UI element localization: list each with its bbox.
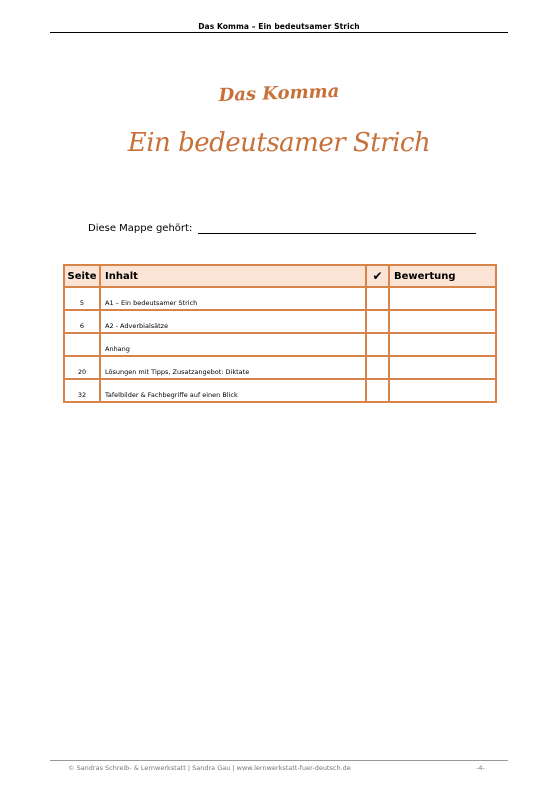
row-page: 32 xyxy=(64,379,100,402)
row-check-cell[interactable] xyxy=(366,379,389,402)
row-rating-cell[interactable] xyxy=(389,287,496,310)
row-content: Tafelbilder & Fachbegriffe auf einen Blick xyxy=(100,379,366,402)
row-rating-cell[interactable] xyxy=(389,379,496,402)
owner-name-line[interactable] xyxy=(198,233,476,234)
header-check-icon: ✔ xyxy=(366,265,389,287)
row-check-cell[interactable] xyxy=(366,356,389,379)
title-small: Das Komma xyxy=(218,80,340,107)
row-content: Lösungen mit Tipps, Zusatzangebot: Diktate xyxy=(100,356,366,379)
table-row xyxy=(64,379,496,402)
header-rating: Bewertung xyxy=(389,265,496,287)
row-rating-cell[interactable] xyxy=(389,356,496,379)
header-page: Seite xyxy=(64,265,100,287)
table-row xyxy=(64,333,496,356)
row-page: 20 xyxy=(64,356,100,379)
row-rating-cell[interactable] xyxy=(389,333,496,356)
table-row xyxy=(64,310,496,333)
contents-table xyxy=(63,264,497,403)
page-title: Ein bedeutsamer Strich xyxy=(127,128,431,158)
footer-copyright: © Sandras Schreib- & Lernwerkstatt | Sandra Gau | www.lernwerkstatt-fuer-deutsch.de xyxy=(68,764,351,772)
footer-rule xyxy=(50,760,508,761)
table-row xyxy=(64,356,496,379)
row-check-cell[interactable] xyxy=(366,287,389,310)
row-page: 6 xyxy=(64,310,100,333)
row-page: 5 xyxy=(64,287,100,310)
running-header: Das Komma – Ein bedeutsamer Strich xyxy=(198,22,360,31)
row-page xyxy=(64,333,100,356)
header-content: Inhalt xyxy=(100,265,366,287)
header-rule xyxy=(50,32,508,33)
row-check-cell[interactable] xyxy=(366,310,389,333)
table-row xyxy=(64,287,496,310)
row-content: A1 – Ein bedeutsamer Strich xyxy=(100,287,366,310)
row-check-cell[interactable] xyxy=(366,333,389,356)
table-header-row xyxy=(64,265,496,287)
row-rating-cell[interactable] xyxy=(389,310,496,333)
row-content: Anhang xyxy=(100,333,366,356)
row-content: A2 - Adverbialsätze xyxy=(100,310,366,333)
owner-label: Diese Mappe gehört: xyxy=(88,223,193,234)
footer-page-number: -4- xyxy=(476,764,485,772)
